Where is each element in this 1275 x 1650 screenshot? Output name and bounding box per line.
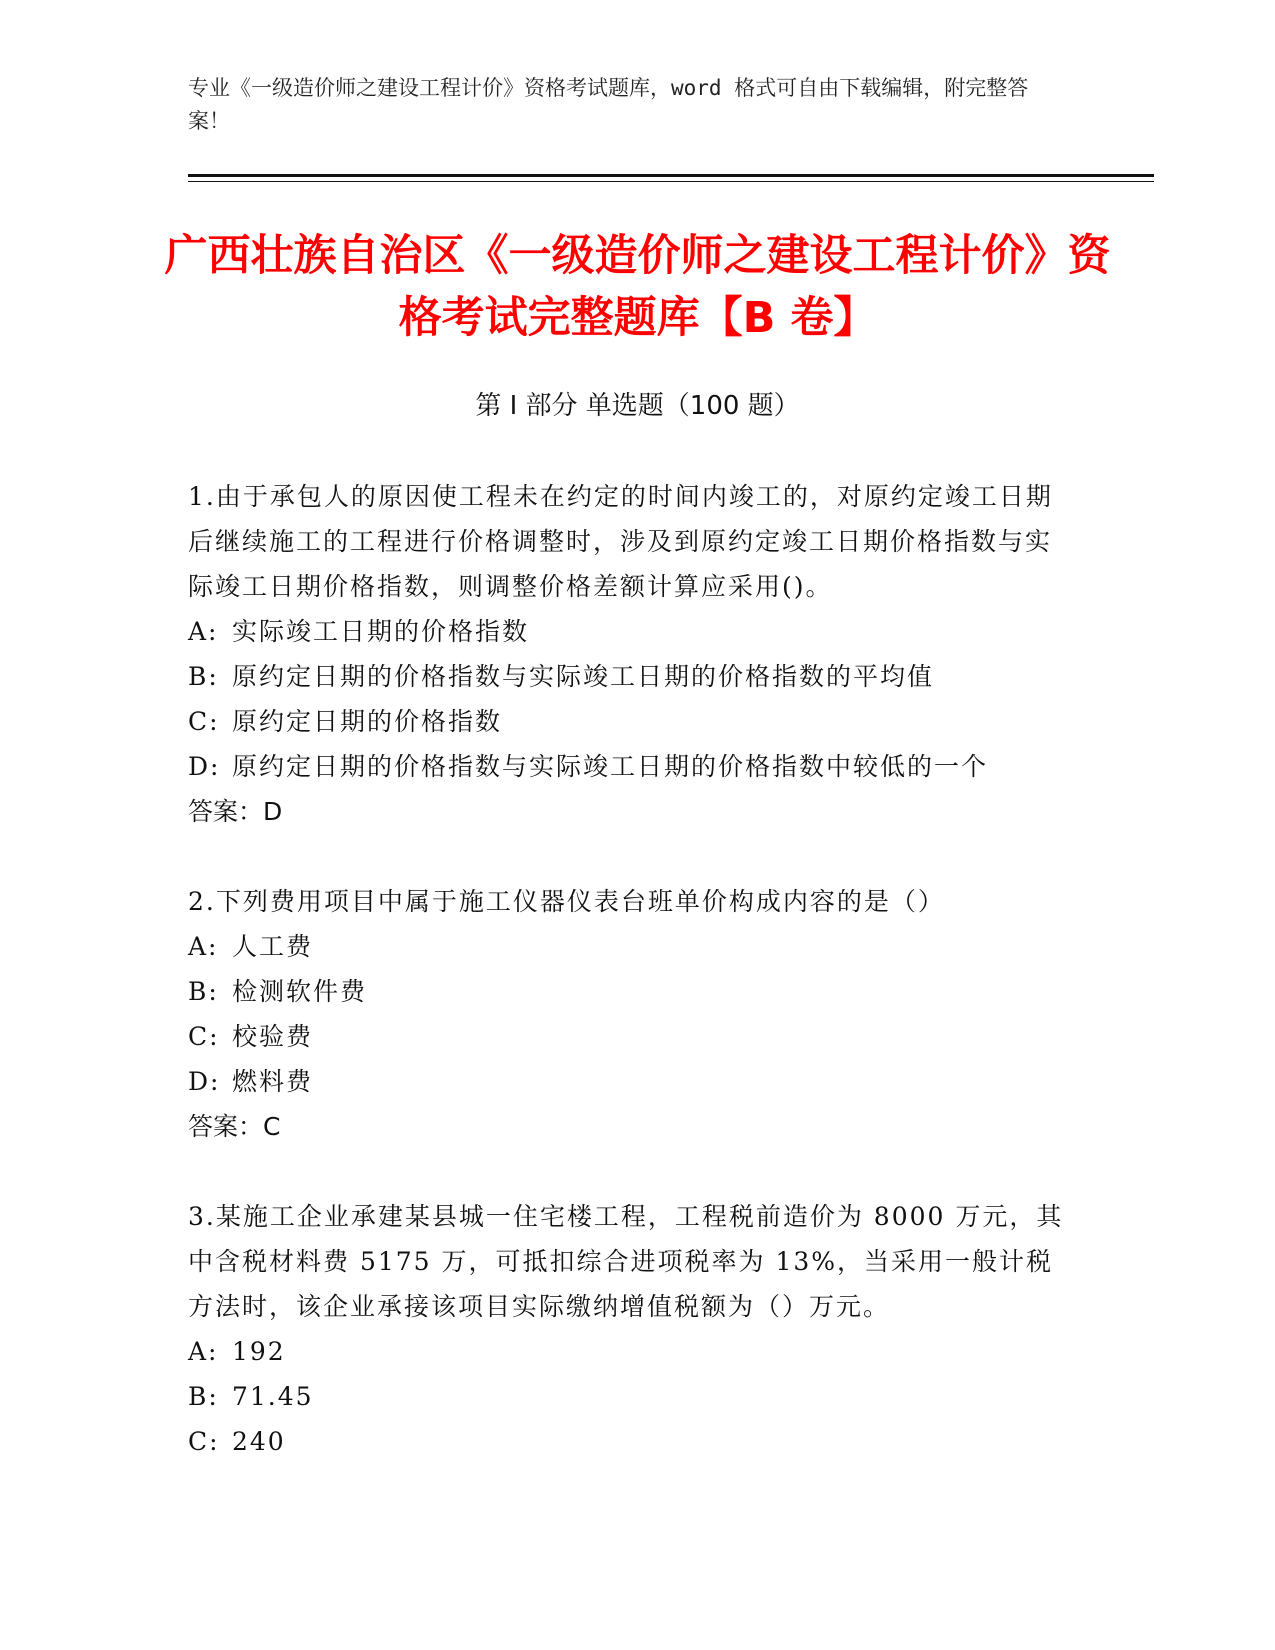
document-title: 广西壮族自治区《一级造价师之建设工程计价》资格考试完整题库【B 卷】 xyxy=(164,231,1111,343)
header-divider-thick xyxy=(188,174,1154,177)
option-text: 原约定日期的价格指数与实际竣工日期的价格指数中较低的一个 xyxy=(232,752,989,781)
option-text: 燃料费 xyxy=(232,1067,314,1096)
question-3 xyxy=(188,1194,1068,1464)
option-text: 校验费 xyxy=(232,1022,314,1051)
option-letter: C: xyxy=(188,1427,220,1456)
question-stem: 2.下列费用项目中属于施工仪器仪表台班单价构成内容的是（） xyxy=(188,887,945,916)
option-letter: D: xyxy=(188,1067,221,1096)
option-d xyxy=(188,1059,1068,1104)
option-text: 71.45 xyxy=(232,1382,314,1411)
option-b xyxy=(188,654,1068,699)
option-letter: D: xyxy=(188,752,221,781)
header-note: 专业《一级造价师之建设工程计价》资格考试题库，word 格式可自由下载编辑，附完整答案！ xyxy=(188,76,1029,133)
option-text: 原约定日期的价格指数 xyxy=(232,707,503,736)
option-letter: B: xyxy=(188,977,219,1006)
option-text: 原约定日期的价格指数与实际竣工日期的价格指数的平均值 xyxy=(232,662,935,691)
option-text: 192 xyxy=(232,1337,286,1366)
answer-line: 答案：D xyxy=(188,797,283,826)
option-c xyxy=(188,699,1068,744)
option-text: 实际竣工日期的价格指数 xyxy=(232,617,530,646)
option-text: 检测软件费 xyxy=(232,977,368,1006)
option-a xyxy=(188,924,1068,969)
option-c xyxy=(188,1419,1068,1464)
option-b xyxy=(188,969,1068,1014)
question-spacer xyxy=(188,1149,1068,1194)
question-1 xyxy=(188,474,1068,834)
option-a xyxy=(188,609,1068,654)
question-list xyxy=(188,474,1068,1464)
option-letter: A: xyxy=(188,617,219,646)
question-stem: 1.由于承包人的原因使工程未在约定的时间内竣工的，对原约定竣工日期后继续施工的工程进行价格调整时，涉及到原约定竣工日期价格指数与实际竣工日期价格指数，则调整价格差额计算应采用()。 xyxy=(188,482,1053,601)
option-letter: B: xyxy=(188,1382,219,1411)
option-letter: C: xyxy=(188,707,220,736)
question-stem: 3.某施工企业承建某县城一住宅楼工程，工程税前造价为 8000 万元，其中含税材料费 5175 万，可抵扣综合进项税率为 13%，当采用一般计税方法时，该企业承接该项目实际缴纳增值税额为（）万元。 xyxy=(188,1202,1064,1321)
answer-line: 答案：C xyxy=(188,1112,281,1141)
option-letter: A: xyxy=(188,932,219,961)
option-a xyxy=(188,1329,1068,1374)
option-letter: A: xyxy=(188,1337,219,1366)
header-divider-thin xyxy=(188,181,1154,182)
option-letter: C: xyxy=(188,1022,220,1051)
option-text: 人工费 xyxy=(232,932,314,961)
option-c xyxy=(188,1014,1068,1059)
option-text: 240 xyxy=(232,1427,286,1456)
option-d xyxy=(188,744,1068,789)
question-spacer xyxy=(188,834,1068,879)
option-b xyxy=(188,1374,1068,1419)
section-heading: 第 I 部分 单选题（100 题） xyxy=(475,391,800,421)
question-2 xyxy=(188,879,1068,1149)
option-letter: B: xyxy=(188,662,219,691)
